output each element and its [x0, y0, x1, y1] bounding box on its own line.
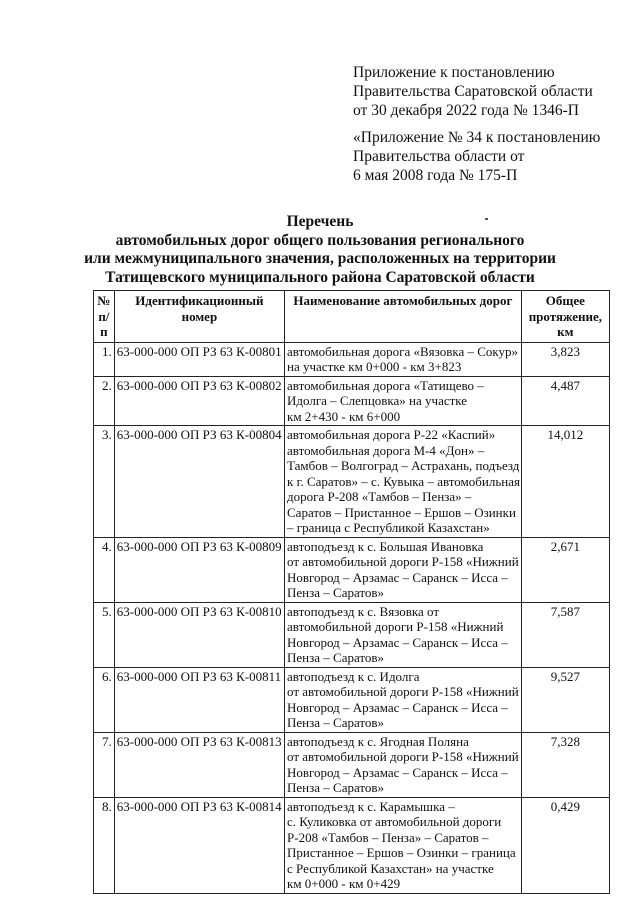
document-title — [0, 213, 640, 287]
road-name-line: автомобильной дороги Р-158 «Нижний — [287, 619, 504, 634]
row-number: 2. — [94, 376, 115, 426]
road-name-line: от автомобильной дороги Р-158 «Нижний — [287, 749, 519, 764]
roads-table — [93, 290, 610, 894]
road-length: 9,527 — [521, 667, 609, 732]
road-name-line: на участке км 0+000 - км 3+823 — [287, 359, 462, 374]
table-row — [94, 602, 610, 667]
road-identifier: 63-000-000 ОП РЗ 63 К-00814 — [114, 797, 284, 893]
road-name-line: Новгород – Арзамас – Саранск – Исса – — [287, 569, 508, 585]
road-name-line: Тамбов – Волгоград – Астрахань, подъезд — [287, 458, 520, 473]
header-line: 6 мая 2008 года № 175-П — [353, 167, 518, 184]
road-length: 0,429 — [521, 797, 609, 893]
road-identifier: 63-000-000 ОП РЗ 63 К-00804 — [114, 426, 284, 538]
table-row — [94, 732, 610, 797]
title-line: или межмуниципального значения, расположенных на территории — [84, 250, 556, 267]
table-row — [94, 537, 610, 602]
road-name-line: Пенза – Саратов» — [287, 780, 385, 795]
road-name-line: с. Куликовка от автомобильной дороги — [287, 814, 502, 829]
road-name-line: Пристанное – Ершов – Озинки – граница — [287, 845, 516, 860]
road-identifier: 63-000-000 ОП РЗ 63 К-00802 — [114, 376, 284, 426]
table-row — [94, 376, 610, 426]
header-text: № — [97, 293, 111, 308]
road-name-line: дорога Р-208 «Тамбов – Пенза» – — [287, 489, 472, 504]
road-name — [285, 667, 522, 732]
table-row — [94, 342, 610, 376]
header-line: от 30 декабря 2022 года № 1346-П — [353, 102, 579, 119]
road-name — [285, 426, 522, 538]
table-header-row — [94, 291, 610, 343]
header-line: Правительства области от — [353, 148, 525, 165]
table-row — [94, 426, 610, 538]
header-text: протяжение, — [528, 308, 603, 324]
road-name — [285, 602, 522, 667]
road-name-line: автоподъезд к с. Ягодная Поляна — [287, 733, 469, 749]
road-name — [285, 732, 522, 797]
table-row — [94, 667, 610, 732]
road-name — [285, 342, 522, 376]
header-line: Правительства Саратовской области — [353, 83, 593, 100]
original-attachment-header — [353, 128, 600, 185]
road-name-line: Пенза – Саратов» — [287, 715, 385, 730]
road-name-line: автомобильная дорога М-4 «Дон» – — [287, 442, 485, 458]
row-number: 5. — [94, 602, 115, 667]
road-identifier: 63-000-000 ОП РЗ 63 К-00809 — [114, 537, 284, 602]
table-row — [94, 797, 610, 893]
header-text: Идентификационный — [135, 293, 264, 308]
header-text: номер — [181, 308, 218, 324]
road-identifier: 63-000-000 ОП РЗ 63 К-00801 — [114, 342, 284, 376]
road-name-line: автомобильная дорога «Татищево – — [287, 377, 484, 393]
attachment-header — [353, 63, 593, 120]
road-name — [285, 376, 522, 426]
road-name-line: Пенза – Саратов» — [287, 585, 385, 600]
header-road-name — [285, 291, 522, 343]
title-line: Татищевского муниципального района Саратовской области — [105, 268, 535, 286]
header-text: п/п — [98, 308, 110, 339]
header-text: км — [557, 324, 574, 339]
road-name-line: Новгород – Арзамас – Саранск – Исса – — [287, 634, 508, 650]
road-name-line: – граница с Республикой Казахстан» — [287, 520, 490, 535]
road-name-line: автоподъезд к с. Идолга — [287, 668, 420, 684]
header-line: «Приложение № 34 к постановлению — [353, 129, 601, 146]
road-name-line: с Республикой Казахстан» на участке — [287, 860, 494, 876]
title-line: Перечень — [286, 213, 354, 230]
road-name-line: автоподъезд к с. Вязовка от — [287, 603, 440, 619]
road-name-line: Пенза – Саратов» — [287, 650, 385, 665]
road-length: 7,587 — [521, 602, 609, 667]
road-length: 14,012 — [521, 426, 609, 538]
table-body — [94, 342, 610, 893]
road-length: 2,671 — [521, 537, 609, 602]
road-length: 7,328 — [521, 732, 609, 797]
header-text: Наименование автомобильных дорог — [293, 293, 513, 308]
road-name-line: автоподъезд к с. Большая Ивановка — [287, 538, 484, 554]
road-name-line: км 0+000 - км 0+429 — [287, 876, 401, 891]
road-name-line: автомобильная дорога «Вязовка – Сокур» — [287, 343, 519, 359]
road-name-line: автомобильная дорога Р-22 «Каспий» — [287, 427, 496, 442]
road-length: 3,823 — [521, 342, 609, 376]
road-name-line: км 2+430 - км 6+000 — [287, 408, 401, 424]
road-name-line: Идолга – Слепцовка» на участке — [287, 393, 468, 408]
row-number: 6. — [94, 667, 115, 732]
road-name-line: автоподъезд к с. Карамышка – — [287, 798, 455, 814]
row-number: 7. — [94, 732, 115, 797]
road-length: 4,487 — [521, 376, 609, 426]
header-length — [521, 291, 609, 343]
header-identifier — [114, 291, 284, 343]
road-name-line: от автомобильной дороги Р-158 «Нижний — [287, 684, 519, 699]
row-number: 8. — [94, 797, 115, 893]
road-name — [285, 797, 522, 893]
road-name-line: Саратов – Пристанное – Ершов – Озинки — [287, 504, 516, 520]
row-number: 1. — [94, 342, 115, 376]
road-identifier: 63-000-000 ОП РЗ 63 К-00813 — [114, 732, 284, 797]
road-identifier: 63-000-000 ОП РЗ 63 К-00811 — [114, 667, 284, 732]
road-name-line: к г. Саратов» – с. Кувыка – автомобильная — [287, 473, 520, 489]
row-number: 3. — [94, 426, 115, 538]
row-number: 4. — [94, 537, 115, 602]
road-identifier: 63-000-000 ОП РЗ 63 К-00810 — [114, 602, 284, 667]
header-number — [94, 291, 115, 343]
road-name-line: Новгород – Арзамас – Саранск – Исса – — [287, 699, 508, 715]
road-name-line: от автомобильной дороги Р-158 «Нижний — [287, 554, 519, 569]
road-name-line: Р-208 «Тамбов – Пенза» – Саратов – — [287, 829, 489, 845]
header-text: Общее — [545, 293, 585, 308]
road-name — [285, 537, 522, 602]
header-line: Приложение к постановлению — [353, 64, 555, 81]
title-line: автомобильных дорог общего пользования регионального — [115, 231, 525, 249]
road-name-line: Новгород – Арзамас – Саранск – Исса – — [287, 764, 508, 780]
